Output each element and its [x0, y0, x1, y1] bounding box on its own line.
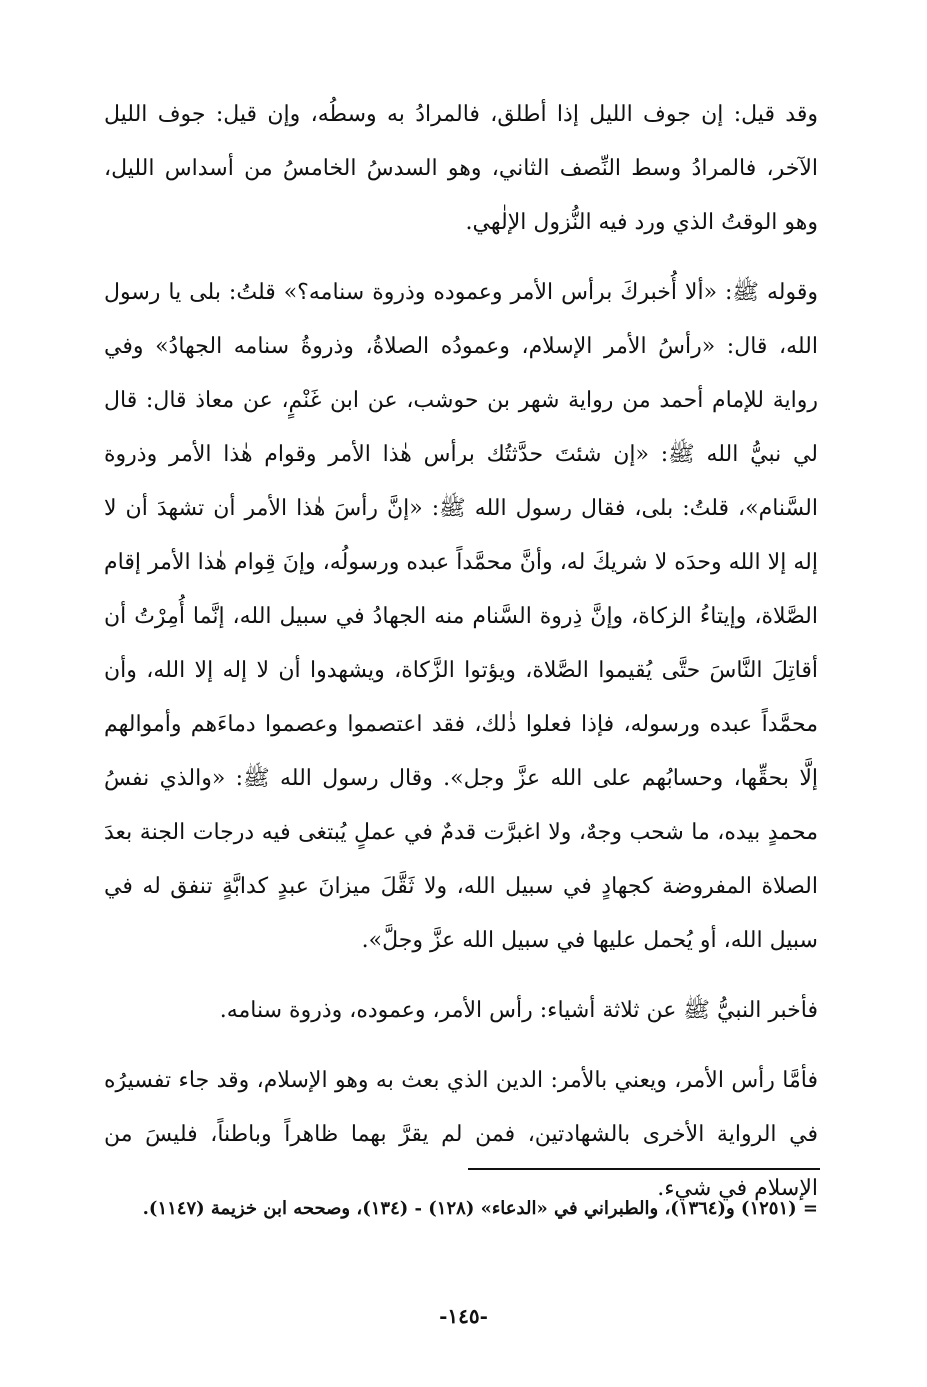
paragraph-three-things: فأخبر النبيُّ ﷺ عن ثلاثة أشياء: رأس الأمر، وعموده، وذروة سنامه.: [219, 998, 818, 1023]
main-text: [104, 88, 818, 1232]
paragraph-head-of-matter-explained: فأمَّا رأس الأمر، ويعني بالأمر: الدين الذي بعث به وهو الإسلام، وقد جاء تفسيرُه في الرواية الأخرى بالشهادتين، فمن لم يقرَّ بهما ظاهراً وباطناً، فليسَ من الإسلام في شيء.: [104, 1068, 818, 1201]
page-number: -١٤٥-: [439, 1304, 488, 1328]
paragraph-hadith-head-of-matter: وقوله ﷺ: «ألا أُخبركَ برأس الأمر وعموده وذروة سنامه؟» قلتُ: بلى يا رسول الله، قال: «رأسُ الأمر الإسلام، وعمودُه الصلاةُ، وذروةُ سنامه الجهادُ» وفي رواية للإمام أحمد من رواية شهر بن حوشب، عن ابن غَنْمٍ، عن معاذ قال: قال لي نبيُّ الله ﷺ: «إن شئتَ حدَّثتُك برأس هٰذا الأمر وقوام هٰذا الأمر وذروة السَّنام»، قلتُ: بلى، فقال رسول الله ﷺ: «إنَّ رأسَ هٰذا الأمر أن تشهدَ أن لا إله إلا الله وحدَه لا شريكَ له، وأنَّ محمَّداً عبده ورسولُه، وإنَ قِوام هٰذا الأمر إقام الصَّلاة، وإيتاءُ الزكاة، وإنَّ ذِروة السَّنام منه الجهادُ في سبيل الله، إنَّما أُمِرْتُ أن أقاتِلَ النَّاسَ حتَّى يُقيموا الصَّلاة، ويؤتوا الزَّكاة، ويشهدوا أن لا إله إلا الله، وأن محمَّداً عبده ورسوله، فإذا فعلوا ذٰلك، فقد اعتصموا وعصموا دماءَهم وأموالهم إلَّا بحقِّها، وحسابُهم على الله عزَّ وجل». وقال رسول الله ﷺ: «والذي نفسُ محمدٍ بيده، ما شحب وجهٌ، ولا اغبرَّت قدمٌ في عملٍ يُبتغى فيه درجات الجنة بعدَ الصلاة المفروضة كجهادٍ في سبيل الله، ولا ثَقَّلَ ميزانَ عبدٍ كدابَّةٍ تنفق له في سبيل الله، أو يُحمل عليها في سبيل الله عزَّ وجلَّ».: [104, 280, 818, 953]
paragraph-night-interpretation: وقد قيل: إن جوف الليل إذا أطلق، فالمرادُ به وسطُه، وإن قيل: جوف الليل الآخر، فالمرادُ وسط النِّصف الثاني، وهو السدسُ الخامسُ من أسداس الليل، وهو الوقتُ الذي ورد فيه النُّزول الإلٰهي.: [104, 102, 818, 235]
footnote: = (١٢٥١) و(١٣٦٤)، والطبراني في «الدعاء» (١٢٨) - (١٣٤)، وصححه ابن خزيمة (١١٤٧).: [142, 1198, 818, 1219]
footnote-divider: [468, 1168, 820, 1170]
